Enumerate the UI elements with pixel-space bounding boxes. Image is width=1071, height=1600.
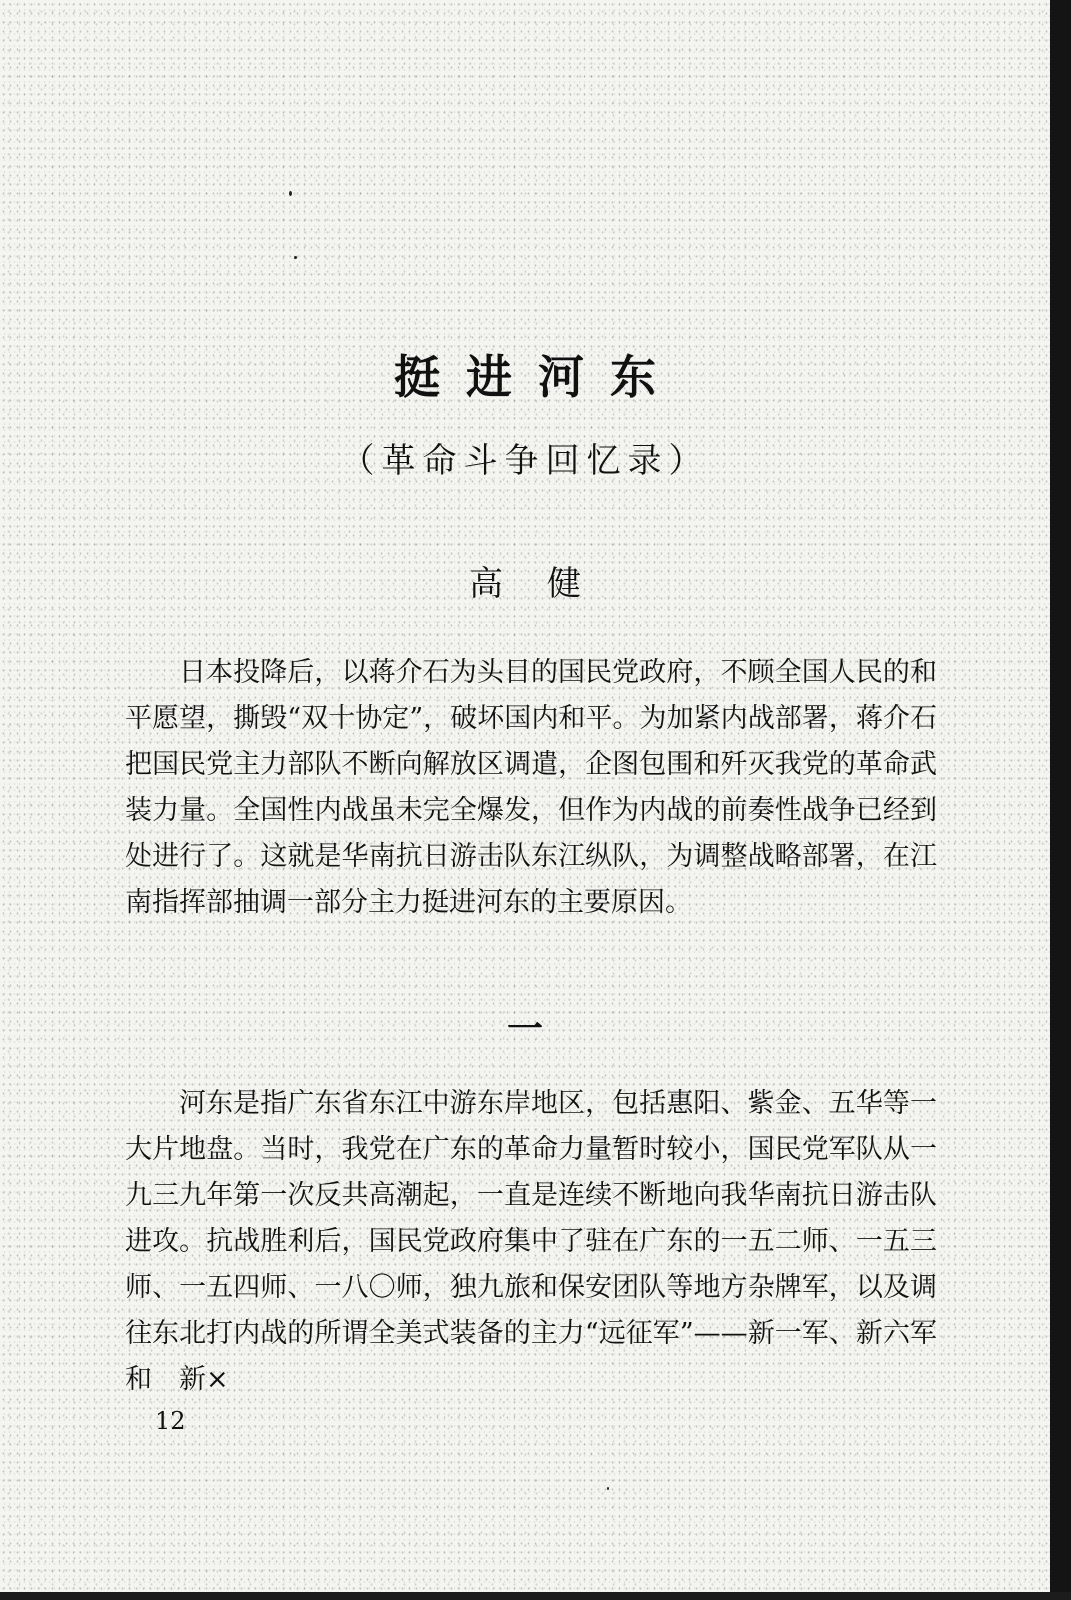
body-paragraph: 日本投降后，以蒋介石为头目的国民党政府，不顾全国人民的和平愿望，撕毁“双十协定”，破坏国内和平。为加紧内战部署，蒋介石把国民党主力部队不断向解放区调遣，企图包围和歼灭我党的革命武装力量。全国性内战虽未完全爆发，但作为内战的前奏性战争已经到处进行了。这就是华南抗日游击队东江纵队，为调整战略部署，在江南指挥部抽调一部分主力挺进河东的主要原因。 xyxy=(125,657,937,918)
scan-speck xyxy=(607,1487,609,1490)
scan-edge-right xyxy=(1050,0,1071,1600)
section-number: 一 xyxy=(506,1008,543,1050)
scan-speck xyxy=(294,256,297,259)
page-number: 12 xyxy=(155,1407,186,1435)
article-title: 挺进河东 xyxy=(394,350,682,404)
article-author: 高健 xyxy=(469,564,625,604)
article-subtitle: （革命斗争回忆录） xyxy=(340,441,710,481)
scan-speck xyxy=(289,191,292,196)
body-paragraph: 河东是指广东省东江中游东岸地区，包括惠阳、紫金、五华等一大片地盘。当时，我党在广东的革命力量暂时较小，国民党军队从一九三九年第一次反共高潮起，一直是连续不断地向我华南抗日游击队进攻。抗战胜利后，国民党政府集中了驻在广东的一五二师、一五三师、一五四师、一八〇师，独九旅和保安团队等地方杂牌军，以及调往东北打内战的所谓全美式装备的主力“远征军”——新一军、新六军和 新× xyxy=(125,1088,937,1395)
scan-edge-bottom xyxy=(0,1592,1071,1600)
